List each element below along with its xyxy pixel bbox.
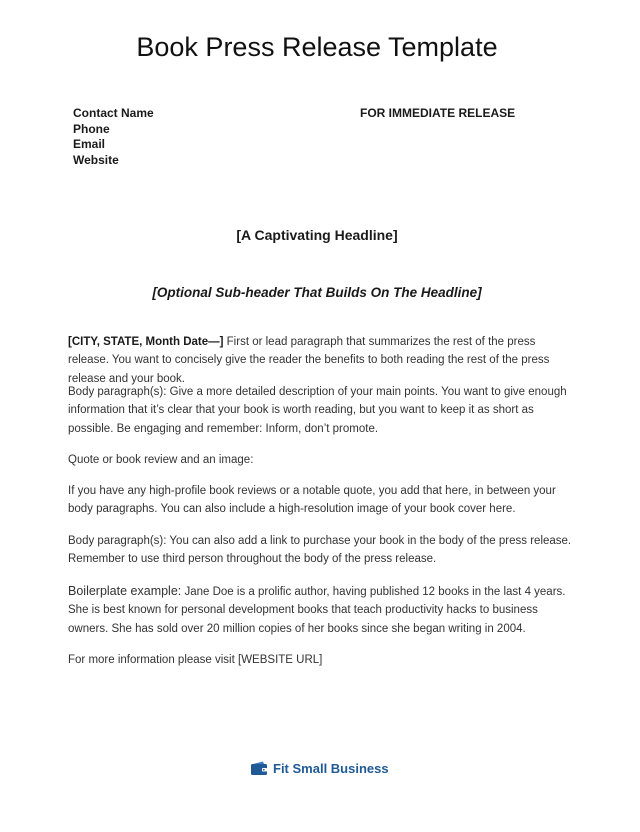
contact-name: Contact Name [73, 106, 154, 120]
contact-block [73, 106, 154, 169]
wallet-icon [250, 761, 268, 776]
contact-phone: Phone [73, 121, 110, 136]
release-label: FOR IMMEDIATE RELEASE [360, 106, 516, 120]
contact-website: Website [73, 153, 119, 168]
lead-text: First or lead paragraph that summarizes the rest of the press release. You want to concisely give the reader the benefits to both reading the rest of the press release and your book. [68, 336, 550, 385]
quote-text: If you have any high-profile book reviews or a notable quote, you add that here, in between your body paragraphs. You can also include a high-resolution image of your book cover here. [68, 485, 556, 516]
body-paragraph-1: Body paragraph(s): Give a more detailed description of your main points. You want to give enough information that it’s clear that your book is worth reading, but you want to keep it as short as possible. Be engaging and remember: Inform, don’t promote. [68, 386, 567, 435]
headline: [A Captivating Headline] [236, 227, 398, 243]
dateline: [CITY, STATE, Month Date—] [68, 336, 224, 348]
boilerplate-label: Boilerplate example: [68, 584, 182, 598]
quote-heading: Quote or book review and an image: [68, 454, 254, 466]
boilerplate-paragraph [68, 582, 574, 638]
brand-name: Fit Small Business [273, 760, 389, 776]
quote-paragraph [68, 482, 574, 519]
document-title: Book Press Release Template [136, 32, 498, 62]
lead-paragraph [68, 333, 574, 388]
contact-email: Email [73, 137, 106, 152]
body-paragraph-2: Body paragraph(s): You can also add a link to purchase your book in the body of the press release. Remember to use third person throughout the body of the press release. [68, 535, 572, 566]
brand-logo [250, 759, 389, 777]
boilerplate-text: Jane Doe is a prolific author, having published 12 books in the last 4 years. She is best known for personal development books that teach productivity hacks to business owners. She has sold over 20 million copies of her books since she began writing in 2004. [68, 586, 566, 635]
more-info: For more information please visit [WEBSITE URL] [68, 654, 323, 666]
subheader: [Optional Sub-header That Builds On The Headline] [152, 285, 482, 300]
